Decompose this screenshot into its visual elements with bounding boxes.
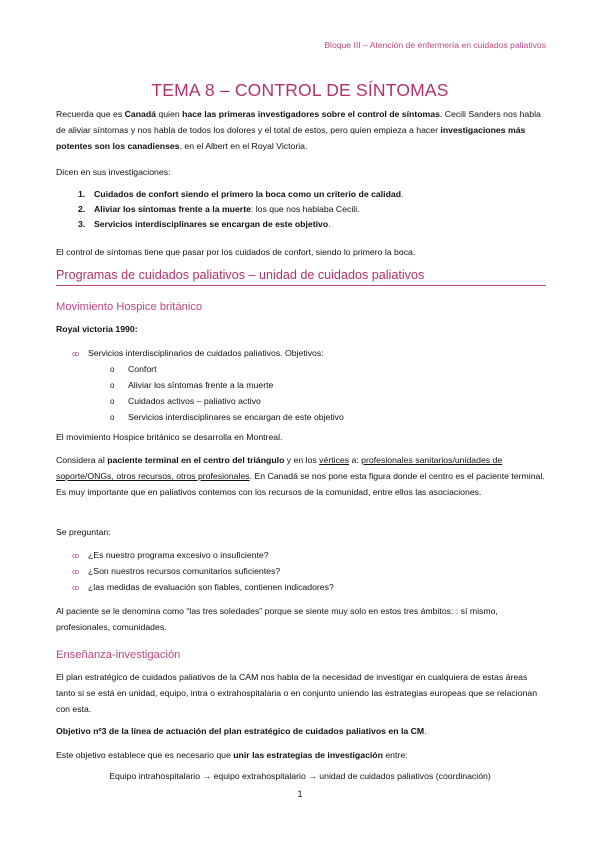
list-item: ꝏ ¿las medidas de evaluación son fiables, contienen indicadores?	[72, 579, 334, 595]
intro-text-1: Recuerda que es	[56, 109, 125, 119]
list-item: o Aliviar los síntomas frente a la muerte	[110, 377, 344, 393]
link-bullet-icon: ꝏ	[72, 553, 80, 560]
dicen-text: Dicen en sus investigaciones:	[56, 167, 171, 177]
considera-paragraph: Considera al paciente terminal en el centro del triángulo y en los vértices a: profesionales sanitarios/unidades de soporte/ONGs, otros recursos, otros profesionales. En Canadá se nos pone esta figura donde el centro es el paciente terminal. Es muy importante que en paliativos contemos con los recursos de la comunidad, entre ellos las asociaciones.	[56, 455, 545, 497]
ensenanza-heading: Enseñanza-investigación	[56, 649, 181, 661]
page-title: TEMA 8 – CONTROL DE SÍNTOMAS	[151, 80, 449, 100]
list-item: 2. Aliviar los síntomas frente a la muerte: los que nos hablaba Cecili.	[78, 204, 360, 214]
list-item: 3. Servicios interdisciplinares se encargan de este objetivo.	[78, 219, 331, 229]
circle-bullet-icon: o	[110, 381, 115, 390]
objectives-list	[110, 361, 344, 425]
intro-text-3: . Cecili Sanders nos habla de aliviar síntomas y nos habla de todos los dolores y el total de estos, pero quien empieza a hacer	[56, 109, 541, 135]
section-heading: Programas de cuidados paliativos – unidad de cuidados paliativos	[56, 268, 546, 286]
circle-bullet-icon: o	[110, 397, 115, 406]
list-item: ꝏ Servicios interdisciplinarios de cuidados paliativos. Objetivos:	[72, 345, 324, 361]
hospice-heading: Movimiento Hospice británico	[56, 301, 203, 313]
equipo-line: Equipo intrahospitalario → equipo extrahospitalario → unidad de cuidados paliativos (coordinación)	[109, 771, 491, 781]
establece-line: Este objetivo establece que es necesario que unir las estrategias de investigación entre:	[56, 750, 408, 760]
link-bullet-icon: ꝏ	[72, 351, 80, 358]
control-text: El control de síntomas tiene que pasar por los cuidados de confort, siendo lo primero la boca.	[56, 247, 416, 257]
intro-bold-3: investigaciones más potentes son los canadienses	[56, 125, 526, 151]
questions-list	[72, 547, 334, 595]
intro-text-2: quien	[155, 109, 183, 119]
page-number: 1	[297, 789, 303, 799]
circle-bullet-icon: o	[110, 413, 115, 422]
list-item: 1. Cuidados de confort siendo el primero la boca como un criterio de calidad.	[78, 189, 404, 199]
intro-text-4: , en el Albert en el Royal Victoria.	[179, 141, 308, 151]
circle-bullet-icon: o	[110, 365, 115, 374]
hospice-bullet-list	[72, 345, 324, 361]
list-item: o Servicios interdisciplinares se encargan de este objetivo	[110, 409, 344, 425]
intro-bold-2: hace las primeras investigadores sobre el control de síntomas	[182, 109, 440, 119]
soledades-text: Al paciente se le denomina como “las tres soledades” porque se siente muy solo en estos tres ámbitos: : sí mismo, profesionales, comunidades.	[56, 606, 498, 632]
se-preguntan: Se preguntan:	[56, 527, 111, 537]
objetivo-line: Objetivo nº3 de la línea de actuación del plan estratégico de cuidados paliativos en la CM.	[56, 726, 427, 736]
numbered-list	[78, 187, 403, 232]
list-item: o Confort	[110, 361, 344, 377]
link-bullet-icon: ꝏ	[72, 585, 80, 592]
montreal-text: El movimiento Hospice británico se desarrolla en Montreal.	[56, 432, 283, 442]
link-bullet-icon: ꝏ	[72, 569, 80, 576]
intro-bold-1: Canadá	[124, 109, 156, 119]
intro-paragraph	[56, 106, 548, 154]
list-item: o Cuidados activos – paliativo activo	[110, 393, 344, 409]
royal-victoria: Royal victoria 1990:	[56, 324, 138, 334]
ensenanza-text: El plan estratégico de cuidados paliativos de la CAM nos habla de la necesidad de investigar en cualquiera de estas áreas tanto si se está en unidad, equipo, intra o extrahospitalaria o en conjunto uniendo las estrategias europeas que se relacionan con esta.	[56, 672, 538, 714]
running-header: Bloque III – Atención de enfermería en cuidados paliativos	[324, 40, 546, 50]
list-item: ꝏ ¿Es nuestro programa excesivo o insuficiente?	[72, 547, 334, 563]
list-item: ꝏ ¿Son nuestros recursos comunitarios suficientes?	[72, 563, 334, 579]
